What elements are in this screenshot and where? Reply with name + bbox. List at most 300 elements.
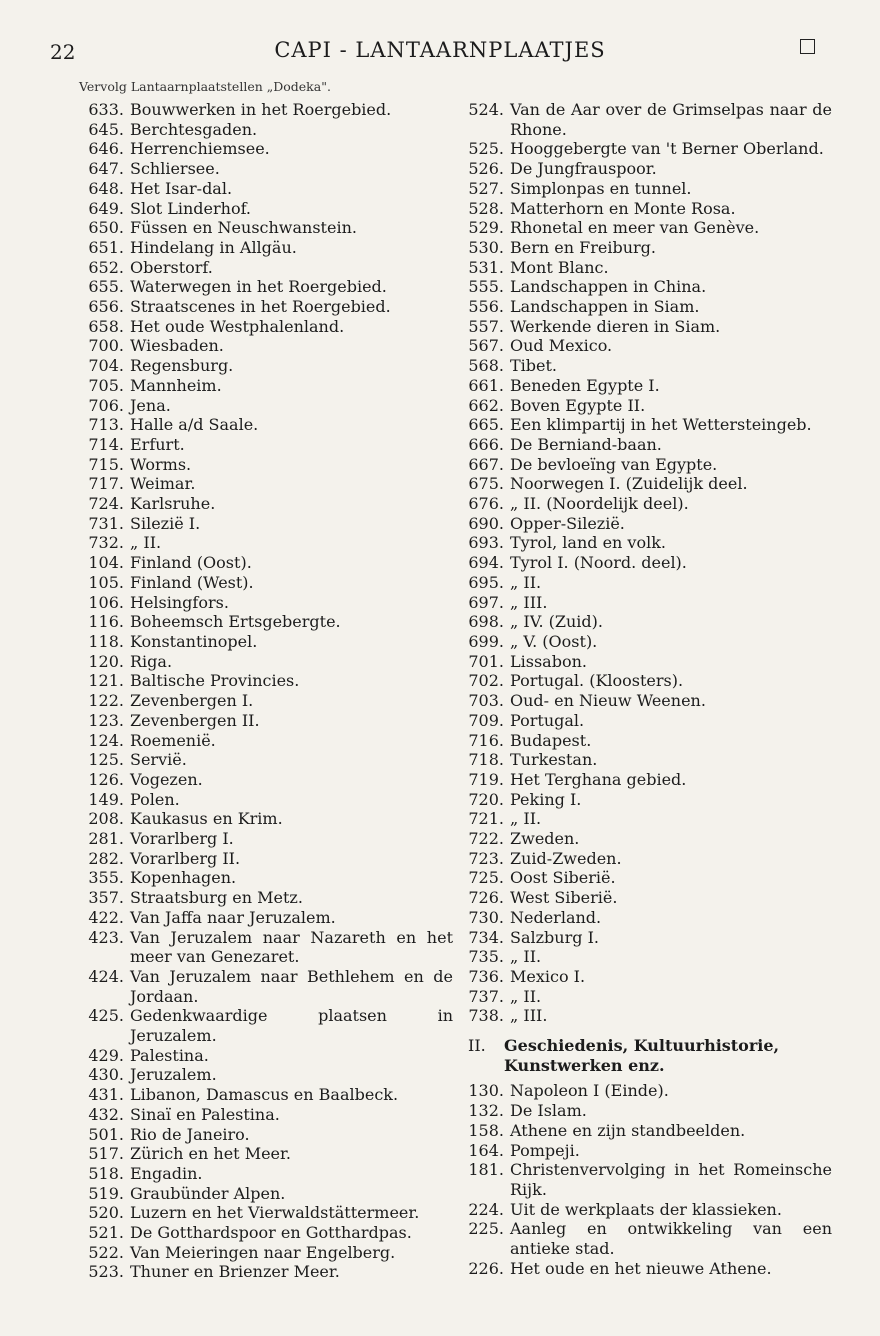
entry-number: 720. — [468, 789, 504, 809]
entry-title: „ II. — [130, 533, 162, 553]
entry-number: 718. — [468, 750, 504, 770]
list-entry — [462, 1006, 832, 1026]
entry-number: 719. — [468, 769, 504, 789]
list-entry — [78, 612, 453, 632]
entry-title: Finland (West). — [130, 572, 254, 592]
entry-title: Kopenhagen. — [130, 868, 237, 888]
entry-title: Uit de werkplaats der klassieken. — [510, 1199, 782, 1219]
entry-number: 106. — [88, 592, 124, 612]
list-entry — [462, 356, 832, 376]
entry-number: 732. — [88, 533, 124, 553]
list-entry — [78, 1223, 453, 1243]
entry-title: Helsingfors. — [130, 592, 229, 612]
list-entry — [462, 1121, 832, 1141]
entry-number: 555. — [468, 277, 504, 297]
entry-number: 521. — [88, 1223, 124, 1243]
entry-number: 525. — [468, 139, 504, 159]
entry-title: Graubünder Alpen. — [130, 1183, 286, 1203]
list-entry — [78, 455, 453, 475]
entry-number: 730. — [468, 907, 504, 927]
entry-title: Finland (Oost). — [130, 553, 252, 573]
list-entry — [78, 317, 453, 337]
list-entry — [462, 790, 832, 810]
list-entry — [78, 218, 453, 238]
entry-title: „ II. — [510, 572, 542, 592]
entry-number: 724. — [88, 494, 124, 514]
entry-title: Libanon, Damascus en Baalbeck. — [130, 1085, 399, 1105]
entry-number: 695. — [468, 572, 504, 592]
entry-number: 429. — [88, 1045, 124, 1065]
entry-number: 699. — [468, 631, 504, 651]
list-entry — [462, 1160, 832, 1199]
entry-title: Vorarlberg I. — [130, 829, 234, 849]
entry-number: 716. — [468, 730, 504, 750]
list-entry — [462, 455, 832, 475]
entry-number: 430. — [88, 1065, 124, 1085]
entry-number: 706. — [88, 395, 124, 415]
list-entry — [462, 612, 832, 632]
entry-title: De Islam. — [510, 1101, 587, 1121]
entry-title: Zürich en het Meer. — [130, 1144, 291, 1164]
list-entry — [78, 376, 453, 396]
entry-title: Riga. — [130, 651, 173, 671]
list-entry — [462, 947, 832, 967]
entry-number: 700. — [88, 336, 124, 356]
list-entry — [78, 1243, 453, 1263]
entry-number: 105. — [88, 572, 124, 592]
entry-number: 703. — [468, 691, 504, 711]
entry-title: Tyrol I. (Noord. deel). — [510, 553, 687, 573]
entry-number: 524. — [468, 100, 504, 119]
list-entry — [462, 770, 832, 790]
running-title: CAPI - LANTAARNPLAATJES — [274, 38, 606, 62]
list-entry — [78, 908, 453, 928]
list-entry — [462, 494, 832, 514]
list-entry — [78, 100, 453, 120]
list-entry — [78, 553, 453, 573]
entry-number: 432. — [88, 1104, 124, 1124]
entry-title: Halle a/d Saale. — [130, 415, 259, 435]
entry-number: 715. — [88, 454, 124, 474]
entry-title: „ IV. (Zuid). — [510, 612, 603, 632]
list-entry — [462, 435, 832, 455]
list-entry — [78, 258, 453, 278]
list-entry — [78, 1144, 453, 1164]
entry-title: Zevenbergen II. — [130, 710, 260, 730]
entry-title: Peking I. — [510, 789, 582, 809]
entry-number: 357. — [88, 888, 124, 908]
list-entry — [462, 711, 832, 731]
entry-title: Füssen en Neuschwanstein. — [130, 218, 357, 238]
entry-title: Wiesbaden. — [130, 336, 224, 356]
entry-title: Pompeji. — [510, 1140, 580, 1160]
entry-number: 282. — [88, 848, 124, 868]
entry-title: Boven Egypte II. — [510, 395, 646, 415]
entry-title: Baltische Provincies. — [130, 671, 300, 691]
entry-number: 530. — [468, 237, 504, 257]
entry-number: 666. — [468, 434, 504, 454]
entry-title: West Siberië. — [510, 888, 618, 908]
entry-title: Opper-Silezië. — [510, 513, 625, 533]
entry-number: 557. — [468, 316, 504, 336]
entry-number: 519. — [88, 1183, 124, 1203]
entry-number: 658. — [88, 316, 124, 336]
list-entry — [462, 258, 832, 278]
entry-title: Aanleg en ontwikkeling van een antieke stad. — [510, 1219, 832, 1259]
entry-number: 675. — [468, 474, 504, 494]
entry-number: 655. — [88, 277, 124, 297]
entry-title: Slot Linderhof. — [130, 198, 252, 218]
list-entry — [462, 297, 832, 317]
entry-number: 225. — [468, 1219, 504, 1239]
entry-title: Straatscenes in het Roergebied. — [130, 297, 391, 317]
entry-number: 422. — [88, 907, 124, 927]
list-entry — [462, 652, 832, 672]
list-entry — [462, 671, 832, 691]
right-column — [462, 100, 832, 1278]
list-entry — [78, 1065, 453, 1085]
entry-title: Van Meieringen naar Engelberg. — [130, 1242, 396, 1262]
list-entry — [78, 691, 453, 711]
list-entry — [78, 1184, 453, 1204]
list-entry — [462, 632, 832, 652]
entry-number: 701. — [468, 651, 504, 671]
entry-title: Weimar. — [130, 474, 196, 494]
entry-title: Portugal. — [510, 710, 585, 730]
entry-number: 130. — [468, 1081, 504, 1101]
entry-number: 355. — [88, 868, 124, 888]
list-entry — [78, 632, 453, 652]
list-entry — [78, 474, 453, 494]
entry-number: 522. — [88, 1242, 124, 1262]
entry-title: Rio de Janeiro. — [130, 1124, 250, 1144]
list-entry — [78, 888, 453, 908]
entry-title: Matterhorn en Monte Rosa. — [510, 198, 736, 218]
list-entry — [78, 238, 453, 258]
entry-number: 132. — [468, 1101, 504, 1121]
entry-number: 431. — [88, 1085, 124, 1105]
entry-number: 665. — [468, 415, 504, 435]
entry-title: Van Jaffa naar Jeruzalem. — [130, 907, 336, 927]
entry-title: Van Jeruzalem naar Bethlehem en de Jordaan. — [130, 966, 453, 1006]
entry-title: Tibet. — [510, 356, 558, 376]
entry-number: 181. — [468, 1160, 504, 1180]
list-entry — [78, 356, 453, 376]
list-entry — [78, 297, 453, 317]
entry-number: 731. — [88, 513, 124, 533]
entry-number: 649. — [88, 198, 124, 218]
list-entry — [462, 533, 832, 553]
entry-title: Van Jeruzalem naar Nazareth en het meer van Genezaret. — [130, 927, 453, 967]
entry-title: Van de Aar over de Grimselpas naar de Rhone. — [510, 100, 832, 139]
entry-number: 661. — [468, 375, 504, 395]
entry-title: Werkende dieren in Siam. — [510, 316, 721, 336]
entry-title: Het oude en het nieuwe Athene. — [510, 1258, 772, 1278]
entry-title: Karlsruhe. — [130, 494, 216, 514]
entry-title: Het oude Westphalenland. — [130, 316, 345, 336]
list-entry — [78, 1164, 453, 1184]
entry-number: 652. — [88, 257, 124, 277]
list-entry — [78, 790, 453, 810]
list-entry — [462, 750, 832, 770]
continued-label: Vervolg Lantaarnplaatstellen „Dodeka". — [79, 79, 331, 94]
entry-title: Luzern en het Vierwaldstättermeer. — [130, 1203, 420, 1223]
entry-title: Schliersee. — [130, 159, 220, 179]
entry-title: Oud Mexico. — [510, 336, 613, 356]
entry-title: Palestina. — [130, 1045, 209, 1065]
entry-number: 425. — [88, 1006, 124, 1026]
list-entry — [78, 829, 453, 849]
list-entry — [78, 533, 453, 553]
entry-number: 568. — [468, 356, 504, 376]
entry-title: Roemenië. — [130, 730, 216, 750]
entry-title: „ III. — [510, 1006, 548, 1026]
entry-title: Bern en Freiburg. — [510, 237, 656, 257]
entry-number: 526. — [468, 159, 504, 179]
entry-title: Kaukasus en Krim. — [130, 809, 283, 829]
entry-number: 656. — [88, 297, 124, 317]
entry-title: Een klimpartij in het Wettersteingeb. — [510, 415, 812, 435]
entry-number: 529. — [468, 218, 504, 238]
entry-title: De Jungfrauspoor. — [510, 159, 657, 179]
entry-title: Hindelang in Allgäu. — [130, 237, 297, 257]
entry-number: 518. — [88, 1163, 124, 1183]
list-entry — [462, 573, 832, 593]
entry-number: 736. — [468, 966, 504, 986]
list-entry — [462, 218, 832, 238]
entry-number: 125. — [88, 750, 124, 770]
list-entry — [78, 277, 453, 297]
list-entry — [78, 120, 453, 140]
list-entry — [78, 1203, 453, 1223]
entry-title: Herrenchiemsee. — [130, 139, 270, 159]
entry-number: 704. — [88, 356, 124, 376]
page-number: 22 — [50, 40, 76, 64]
entry-title: „ V. (Oost). — [510, 631, 598, 651]
list-entry — [462, 908, 832, 928]
entry-title: Hooggebergte van 't Berner Oberland. — [510, 139, 824, 159]
entry-title: Napoleon I (Einde). — [510, 1081, 669, 1101]
entry-number: 226. — [468, 1258, 504, 1278]
entry-number: 717. — [88, 474, 124, 494]
entry-title: Landschappen in China. — [510, 277, 707, 297]
entry-title: „ III. — [510, 592, 548, 612]
entry-title: Salzburg I. — [510, 927, 599, 947]
entry-number: 693. — [468, 533, 504, 553]
entry-number: 567. — [468, 336, 504, 356]
entry-number: 520. — [88, 1203, 124, 1223]
entry-number: 423. — [88, 927, 124, 947]
entry-number: 208. — [88, 809, 124, 829]
entry-number: 126. — [88, 769, 124, 789]
entry-title: Sinaï en Palestina. — [130, 1104, 280, 1124]
entry-title: Christenvervolging in het Romeinsche Rijk. — [510, 1160, 832, 1199]
list-entry — [462, 1200, 832, 1220]
list-entry — [462, 277, 832, 297]
entry-number: 158. — [468, 1120, 504, 1140]
entry-title: Berchtesgaden. — [130, 119, 258, 139]
entry-title: Oberstorf. — [130, 257, 213, 277]
list-entry — [462, 731, 832, 751]
list-entry — [462, 199, 832, 219]
list-entry — [78, 415, 453, 435]
list-entry — [78, 1125, 453, 1145]
section-entry-list — [462, 1081, 832, 1278]
list-entry — [78, 494, 453, 514]
entry-number: 726. — [468, 888, 504, 908]
entry-number: 517. — [88, 1144, 124, 1164]
entry-title: Oud- en Nieuw Weenen. — [510, 691, 706, 711]
list-entry — [78, 770, 453, 790]
entry-number: 523. — [88, 1262, 124, 1282]
list-entry — [462, 987, 832, 1007]
entry-number: 725. — [468, 868, 504, 888]
entry-title: Jena. — [130, 395, 171, 415]
entry-number: 721. — [468, 809, 504, 829]
entry-title: Mexico I. — [510, 966, 586, 986]
entry-number: 702. — [468, 671, 504, 691]
entry-number: 121. — [88, 671, 124, 691]
entry-title: Budapest. — [510, 730, 592, 750]
entry-title: Engadin. — [130, 1163, 203, 1183]
entry-title: „ II. — [510, 947, 542, 967]
list-entry — [462, 514, 832, 534]
entry-title: Beneden Egypte I. — [510, 375, 660, 395]
entry-number: 501. — [88, 1124, 124, 1144]
list-entry — [462, 336, 832, 356]
list-entry — [78, 179, 453, 199]
right-entry-list — [462, 100, 832, 1026]
entry-number: 723. — [468, 848, 504, 868]
entry-number: 645. — [88, 119, 124, 139]
list-entry — [462, 1219, 832, 1258]
entry-title: Het Terghana gebied. — [510, 769, 687, 789]
entry-number: 118. — [88, 631, 124, 651]
list-entry — [462, 691, 832, 711]
square-box-icon — [800, 39, 815, 54]
entry-number: 738. — [468, 1006, 504, 1026]
entry-number: 735. — [468, 947, 504, 967]
entry-number: 667. — [468, 454, 504, 474]
list-entry — [462, 376, 832, 396]
entry-number: 120. — [88, 651, 124, 671]
entry-title: Oost Siberië. — [510, 868, 616, 888]
list-entry — [462, 179, 832, 199]
list-entry — [462, 1081, 832, 1101]
entry-title: Jeruzalem. — [130, 1065, 217, 1085]
entry-number: 122. — [88, 691, 124, 711]
entry-number: 694. — [468, 553, 504, 573]
entry-title: Worms. — [130, 454, 192, 474]
list-entry — [78, 1105, 453, 1125]
list-entry — [462, 139, 832, 159]
entry-title: Turkestan. — [510, 750, 598, 770]
entry-title: Nederland. — [510, 907, 602, 927]
entry-title: Boheemsch Ertsgebergte. — [130, 612, 341, 632]
entry-title: De Berniand-baan. — [510, 434, 662, 454]
list-entry — [462, 849, 832, 869]
entry-title: Zweden. — [510, 829, 580, 849]
entry-title: „ II. — [510, 986, 542, 1006]
entry-title: Gedenkwaardige plaatsen in Jeruzalem. — [130, 1006, 453, 1046]
list-entry — [462, 159, 832, 179]
entry-number: 556. — [468, 297, 504, 317]
entry-number: 690. — [468, 513, 504, 533]
entry-number: 713. — [88, 415, 124, 435]
list-entry — [462, 888, 832, 908]
entry-number: 737. — [468, 986, 504, 1006]
entry-number: 531. — [468, 257, 504, 277]
entry-title: Noorwegen I. (Zuidelijk deel. — [510, 474, 748, 494]
entry-title: Zevenbergen I. — [130, 691, 254, 711]
list-entry — [462, 100, 832, 139]
list-entry — [462, 415, 832, 435]
entry-number: 714. — [88, 434, 124, 454]
list-entry — [462, 1101, 832, 1121]
entry-number: 734. — [468, 927, 504, 947]
entry-title: Erfurt. — [130, 434, 185, 454]
list-entry — [78, 868, 453, 888]
list-entry — [78, 514, 453, 534]
entry-title: Waterwegen in het Roergebied. — [130, 277, 387, 297]
list-entry — [462, 553, 832, 573]
entry-number: 633. — [88, 100, 124, 119]
entry-title: De bevloeïng van Egypte. — [510, 454, 718, 474]
entry-title: Vorarlberg II. — [130, 848, 241, 868]
list-entry — [78, 750, 453, 770]
list-entry — [78, 711, 453, 731]
list-entry — [78, 199, 453, 219]
entry-number: 528. — [468, 198, 504, 218]
entry-number: 424. — [88, 966, 124, 986]
list-entry — [78, 1006, 453, 1045]
list-entry — [462, 928, 832, 948]
entry-number: 164. — [468, 1140, 504, 1160]
entry-number: 709. — [468, 710, 504, 730]
list-entry — [78, 159, 453, 179]
entry-number: 648. — [88, 178, 124, 198]
entry-number: 116. — [88, 612, 124, 632]
list-entry — [462, 593, 832, 613]
entry-number: 651. — [88, 237, 124, 257]
entry-title: Konstantinopel. — [130, 631, 258, 651]
list-entry — [78, 967, 453, 1006]
entry-title: Landschappen in Siam. — [510, 297, 700, 317]
list-entry — [462, 868, 832, 888]
entry-title: Mannheim. — [130, 375, 222, 395]
list-entry — [462, 317, 832, 337]
list-entry — [462, 238, 832, 258]
entry-title: Straatsburg en Metz. — [130, 888, 303, 908]
list-entry — [78, 731, 453, 751]
entry-number: 281. — [88, 829, 124, 849]
entry-title: Silezië I. — [130, 513, 201, 533]
entry-title: Thuner en Brienzer Meer. — [130, 1262, 340, 1282]
list-entry — [78, 593, 453, 613]
list-entry — [78, 928, 453, 967]
left-column — [78, 100, 453, 1282]
entry-title: „ II. — [510, 809, 542, 829]
entry-title: Regensburg. — [130, 356, 234, 376]
entry-title: Portugal. (Kloosters). — [510, 671, 684, 691]
list-entry — [78, 573, 453, 593]
list-entry — [462, 1141, 832, 1161]
entry-number: 527. — [468, 178, 504, 198]
entry-number: 123. — [88, 710, 124, 730]
entry-number: 646. — [88, 139, 124, 159]
entry-number: 650. — [88, 218, 124, 238]
list-entry — [462, 474, 832, 494]
